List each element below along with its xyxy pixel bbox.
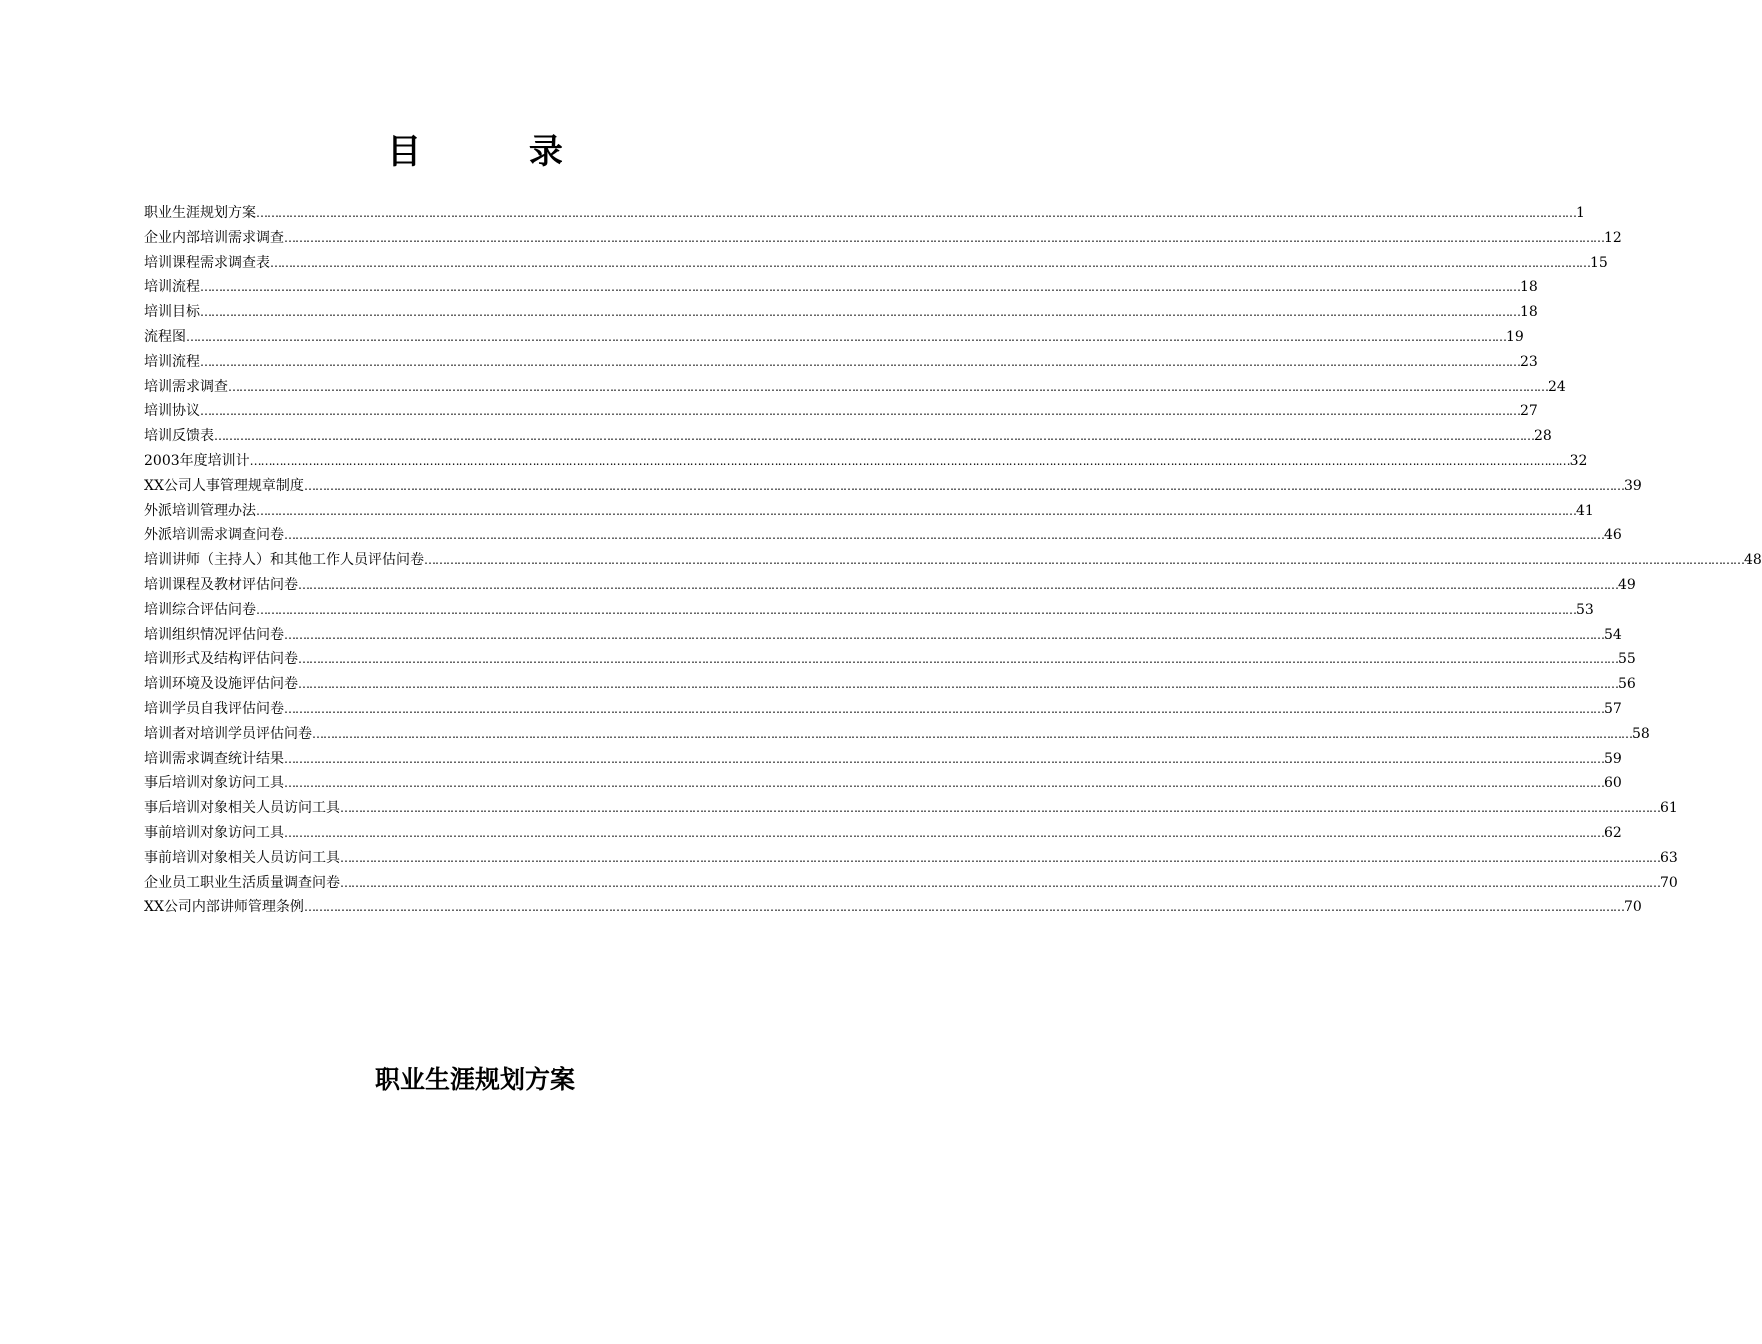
toc-entry[interactable] [144, 350, 1538, 375]
toc-entry-page: 60 [1604, 775, 1622, 792]
toc-leader-dots: ……………………………………………………………………………………………………………………………………………………………………………………………………………………………………………………………………………………………………………………………… [284, 701, 1604, 716]
toc-entry[interactable] [144, 771, 1622, 796]
toc-leader-dots: ……………………………………………………………………………………………………………………………………………………………………………………………………………………………………………………………………………………………………………………………… [298, 677, 1618, 692]
toc-entry-label: 事后培训对象相关人员访问工具 [144, 800, 340, 817]
toc-entry-label: XX公司人事管理规章制度 [144, 477, 304, 494]
toc-entry-page: 1 [1576, 205, 1585, 221]
toc-leader-dots: ……………………………………………………………………………………………………………………………………………………………………………………………………………………………………………………………………………………………………………………………… [249, 453, 1570, 468]
toc-entry[interactable] [144, 895, 1642, 920]
toc-entry[interactable] [144, 647, 1636, 672]
toc-entry[interactable] [144, 251, 1608, 276]
toc-leader-dots: ……………………………………………………………………………………………………………………………………………………………………………………………………………………………………………………………………………………………………………………………… [200, 305, 1520, 320]
toc-entry-label: 培训讲师（主持人）和其他工作人员评估问卷 [144, 552, 424, 569]
toc-entry-label: 培训需求调查 [144, 378, 228, 395]
toc-leader-dots: ……………………………………………………………………………………………………………………………………………………………………………………………………………………………………………………………………………………………………………………………… [214, 429, 1534, 444]
toc-entry-page: 24 [1548, 378, 1566, 395]
toc-entry[interactable] [144, 821, 1622, 846]
toc-entry-page: 61 [1660, 800, 1678, 817]
toc-entry-label: 培训者对培训学员评估问卷 [144, 725, 312, 742]
toc-entry[interactable] [144, 598, 1594, 623]
toc-entry-label: 外派培训管理办法 [144, 502, 256, 519]
toc-entry[interactable] [144, 325, 1524, 350]
toc-entry-label: 培训反馈表 [144, 428, 214, 445]
toc-entry-page: 32 [1569, 452, 1588, 469]
toc-entry[interactable] [144, 300, 1538, 325]
toc-entry-label: 培训需求调查统计结果 [144, 750, 284, 767]
toc-entry-page: 48 [1744, 552, 1762, 569]
toc-entry-page: 54 [1604, 626, 1622, 643]
toc-leader-dots: ……………………………………………………………………………………………………………………………………………………………………………………………………………………………………………………………………………………………………………………………… [284, 230, 1604, 245]
toc-entry-label: 事前培训对象访问工具 [144, 824, 284, 841]
toc-entry-page: 12 [1604, 229, 1622, 246]
toc-entry-page: 15 [1590, 254, 1608, 271]
toc-entry[interactable] [144, 548, 1762, 573]
toc-leader-dots: ……………………………………………………………………………………………………………………………………………………………………………………………………………………………………………………………………………………………………………………………… [298, 652, 1618, 667]
toc-entry[interactable] [144, 474, 1642, 499]
toc-entry-label: 培训课程及教材评估问卷 [144, 576, 298, 593]
toc-entry-page: 19 [1506, 328, 1524, 345]
toc-entry-label: 培训协议 [144, 403, 200, 420]
toc-entry-label: 培训目标 [144, 304, 200, 321]
toc-leader-dots: ……………………………………………………………………………………………………………………………………………………………………………………………………………………………………………………………………………………………………………………………… [284, 627, 1604, 642]
toc-leader-dots: ……………………………………………………………………………………………………………………………………………………………………………………………………………………………………………………………………………………………………………………………… [200, 404, 1520, 419]
toc-leader-dots: ……………………………………………………………………………………………………………………………………………………………………………………………………………………………………………………………………………………………………………………………… [256, 503, 1576, 518]
toc-entry-page: 53 [1576, 601, 1594, 618]
toc-entry[interactable] [144, 846, 1678, 871]
toc-title: 目 录 [387, 132, 611, 172]
toc-entry[interactable] [144, 201, 1585, 226]
toc-entry-page: 70 [1623, 899, 1642, 916]
toc-entry-label: XX公司内部讲师管理条例 [144, 899, 304, 916]
toc-entry-page: 63 [1660, 849, 1678, 866]
toc-entry-page: 18 [1520, 279, 1538, 296]
toc-entry-label: 企业内部培训需求调查 [144, 229, 284, 246]
toc-entry[interactable] [144, 672, 1636, 697]
toc-entry-page: 27 [1520, 403, 1538, 420]
toc-entry-page: 59 [1604, 750, 1622, 767]
toc-entry[interactable] [144, 623, 1622, 648]
toc-entry-label: 培训流程 [144, 279, 200, 296]
toc-entry[interactable] [144, 226, 1622, 251]
toc-entry[interactable] [144, 399, 1538, 424]
toc-leader-dots: ……………………………………………………………………………………………………………………………………………………………………………………………………………………………………………………………………………………………………………………………… [284, 751, 1604, 766]
toc-entry[interactable] [144, 796, 1678, 821]
section-title: 职业生涯规划方案 [374, 1065, 575, 1094]
toc-entry-label: 培训学员自我评估问卷 [144, 700, 284, 717]
toc-entry-label: 事前培训对象相关人员访问工具 [144, 849, 340, 866]
toc-entry-page: 41 [1576, 502, 1594, 519]
toc-entry[interactable] [144, 697, 1622, 722]
toc-leader-dots: ……………………………………………………………………………………………………………………………………………………………………………………………………………………………………………………………………………………………………………………………… [312, 726, 1632, 741]
toc-leader-dots: ……………………………………………………………………………………………………………………………………………………………………………………………………………………………………………………………………………………………………………………………… [256, 206, 1576, 220]
toc-entry-page: 70 [1660, 874, 1678, 891]
toc-entry-label: 企业员工职业生活质量调查问卷 [144, 874, 340, 891]
toc-leader-dots: ……………………………………………………………………………………………………………………………………………………………………………………………………………………………………………………………………………………………………………………………… [256, 602, 1576, 617]
toc-entry-page: 39 [1623, 477, 1642, 494]
toc-leader-dots: ……………………………………………………………………………………………………………………………………………………………………………………………………………………………………………………………………………………………………………………………… [200, 280, 1520, 295]
toc-entry-page: 18 [1520, 304, 1538, 321]
toc-leader-dots: ……………………………………………………………………………………………………………………………………………………………………………………………………………………………………………………………………………………………………………………………… [303, 478, 1624, 493]
toc-entry[interactable] [144, 573, 1636, 598]
toc-leader-dots: ……………………………………………………………………………………………………………………………………………………………………………………………………………………………………………………………………………………………………………………………… [298, 577, 1618, 592]
toc-entry[interactable] [144, 523, 1622, 548]
toc-entry-page: 58 [1632, 725, 1650, 742]
toc-leader-dots: ……………………………………………………………………………………………………………………………………………………………………………………………………………………………………………………………………………………………………………………………… [284, 776, 1604, 791]
toc-leader-dots: ……………………………………………………………………………………………………………………………………………………………………………………………………………………………………………………………………………………………………………………………… [340, 850, 1660, 865]
toc-entry-page: 62 [1604, 824, 1622, 841]
toc-entry-label: 培训流程 [144, 353, 200, 370]
toc-leader-dots: ……………………………………………………………………………………………………………………………………………………………………………………………………………………………………………………………………………………………………………………………… [303, 900, 1624, 915]
toc-leader-dots: ……………………………………………………………………………………………………………………………………………………………………………………………………………………………………………………………………………………………………………………………… [270, 255, 1590, 270]
toc-leader-dots: ……………………………………………………………………………………………………………………………………………………………………………………………………………………………………………………………………………………………………………………………… [340, 875, 1660, 890]
toc-entry-label: 培训形式及结构评估问卷 [144, 651, 298, 668]
toc-entry-label: 培训课程需求调查表 [144, 254, 270, 271]
toc-leader-dots: ……………………………………………………………………………………………………………………………………………………………………………………………………………………………………………………………………………………………………………………………… [200, 354, 1520, 369]
toc-entry-page: 23 [1520, 353, 1538, 370]
toc-entry[interactable] [144, 449, 1588, 474]
toc-entry-page: 49 [1618, 576, 1636, 593]
toc-entry[interactable] [144, 275, 1538, 300]
toc-entry-page: 56 [1618, 676, 1636, 693]
toc-entry[interactable] [144, 871, 1678, 896]
toc-entry[interactable] [144, 375, 1566, 400]
toc-entry-label: 外派培训需求调查问卷 [144, 527, 284, 544]
toc-leader-dots: ……………………………………………………………………………………………………………………………………………………………………………………………………………………………………………………………………………………………………………………………… [424, 553, 1744, 568]
table-of-contents [144, 201, 1762, 920]
toc-entry[interactable] [144, 747, 1622, 772]
toc-entry-page: 57 [1604, 700, 1622, 717]
toc-leader-dots: ……………………………………………………………………………………………………………………………………………………………………………………………………………………………………………………………………………………………………………………………… [186, 329, 1506, 344]
toc-entry-label: 流程图 [144, 328, 186, 345]
toc-entry-page: 55 [1618, 651, 1636, 668]
toc-entry-label: 培训环境及设施评估问卷 [144, 676, 298, 693]
toc-entry-label: 职业生涯规划方案 [144, 205, 256, 221]
toc-leader-dots: ……………………………………………………………………………………………………………………………………………………………………………………………………………………………………………………………………………………………………………………………… [284, 825, 1604, 840]
toc-entry[interactable] [144, 722, 1650, 747]
toc-entry-label: 培训综合评估问卷 [144, 601, 256, 618]
toc-entry-page: 46 [1604, 527, 1622, 544]
toc-entry-label: 事后培训对象访问工具 [144, 775, 284, 792]
toc-entry-label: 2003年度培训计 [144, 452, 250, 469]
toc-entry-page: 28 [1534, 428, 1552, 445]
toc-leader-dots: ……………………………………………………………………………………………………………………………………………………………………………………………………………………………………………………………………………………………………………………………… [284, 528, 1604, 543]
toc-entry[interactable] [144, 424, 1552, 449]
toc-entry-label: 培训组织情况评估问卷 [144, 626, 284, 643]
toc-leader-dots: ……………………………………………………………………………………………………………………………………………………………………………………………………………………………………………………………………………………………………………………………… [228, 379, 1548, 394]
toc-leader-dots: ……………………………………………………………………………………………………………………………………………………………………………………………………………………………………………………………………………………………………………………………… [340, 801, 1660, 816]
toc-entry[interactable] [144, 499, 1594, 524]
